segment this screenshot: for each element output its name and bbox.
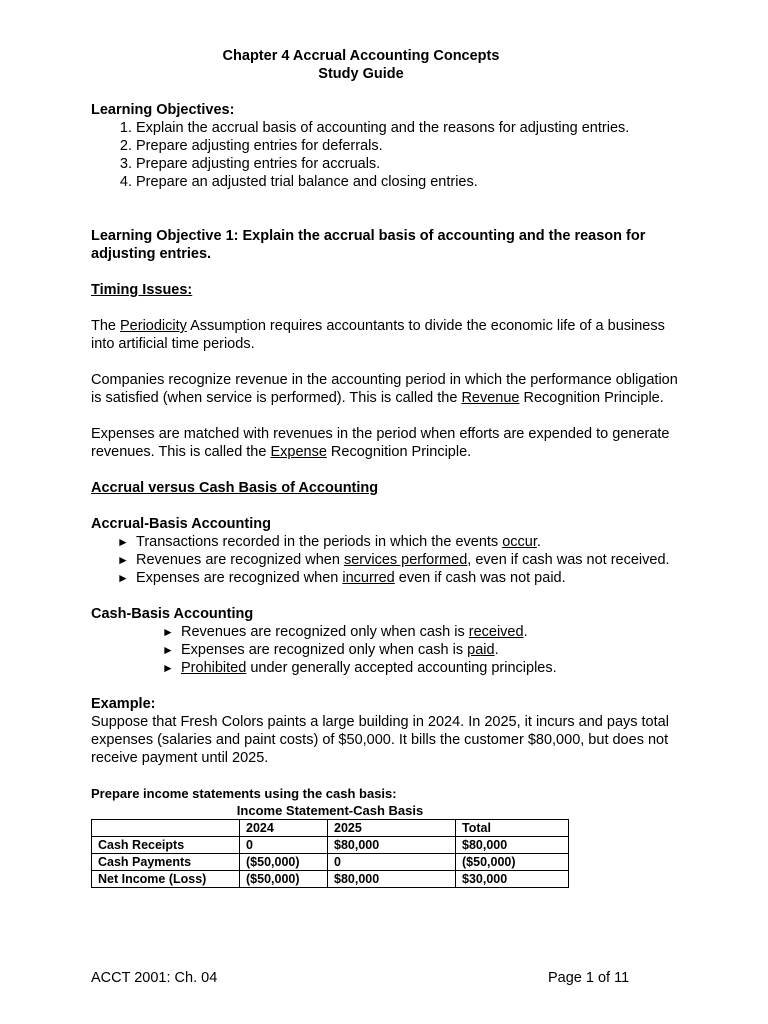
periodicity-paragraph: The Periodicity Assumption requires accountants to divide the economic life of a business into artificial time periods. <box>91 318 665 352</box>
cash-basis-list <box>91 623 681 677</box>
table-row: Cash Payments ($50,000) 0 ($50,000) <box>92 854 569 871</box>
objectives-list <box>91 119 681 191</box>
table-row: Cash Receipts 0 $80,000 $80,000 <box>92 837 569 854</box>
footer-course: ACCT 2001: Ch. 04 <box>91 970 218 986</box>
accrual-basis-heading: Accrual-Basis Accounting <box>91 516 271 532</box>
lo1-heading: Learning Objective 1: Explain the accrual basis of accounting and the reason for adjusting entries. <box>91 228 646 262</box>
income-statement-instruction: Prepare income statements using the cash basis: <box>91 786 397 801</box>
income-statement-caption: Income Statement-Cash Basis <box>236 803 424 818</box>
accrual-vs-cash-heading: Accrual versus Cash Basis of Accounting <box>91 480 379 496</box>
timing-heading: Timing Issues: <box>91 282 193 298</box>
arrow-bullet-icon: ► <box>162 643 174 657</box>
document-title: Chapter 4 Accrual Accounting Concepts <box>222 48 500 64</box>
list-item: ► Revenues are recognized only when cash is received. <box>162 624 528 640</box>
cash-basis-heading: Cash-Basis Accounting <box>91 606 254 622</box>
arrow-bullet-icon: ► <box>117 571 129 585</box>
footer-page-number: Page 1 of 11 <box>548 970 630 986</box>
arrow-bullet-icon: ► <box>117 553 129 567</box>
revenue-term: Revenue <box>461 390 520 406</box>
table-row: Net Income (Loss) ($50,000) $80,000 $30,000 <box>92 871 569 888</box>
objective-item: 1. Explain the accrual basis of accounting and the reasons for adjusting entries. <box>136 119 681 137</box>
objective-item: 2. Prepare adjusting entries for deferrals. <box>136 137 681 155</box>
example-heading: Example: <box>91 696 156 712</box>
periodicity-term: Periodicity <box>120 318 187 334</box>
table-header-row: 2024 2025 Total <box>92 820 569 837</box>
list-item: ► Prohibited under generally accepted accounting principles. <box>162 660 557 676</box>
arrow-bullet-icon: ► <box>162 625 174 639</box>
expense-term: Expense <box>270 444 327 460</box>
accrual-basis-list <box>91 533 681 587</box>
income-statement-table <box>91 819 569 888</box>
list-item: ► Transactions recorded in the periods in which the events occur. <box>117 534 541 550</box>
arrow-bullet-icon: ► <box>162 661 174 675</box>
arrow-bullet-icon: ► <box>117 535 129 549</box>
revenue-paragraph: Companies recognize revenue in the accounting period in which the performance obligation is satisfied (when service is performed). This is called the Revenue Recognition Principle. <box>91 372 678 406</box>
objectives-heading: Learning Objectives: <box>91 102 235 118</box>
list-item: ► Revenues are recognized when services performed, even if cash was not received. <box>117 552 670 568</box>
expense-paragraph: Expenses are matched with revenues in the period when efforts are expended to generate revenues. This is called the Expense Recognition Principle. <box>91 426 670 460</box>
document-subtitle: Study Guide <box>318 66 404 82</box>
list-item: ► Expenses are recognized only when cash is paid. <box>162 642 499 658</box>
example-text: Suppose that Fresh Colors paints a large building in 2024. In 2025, it incurs and pays total expenses (salaries and paint costs) of $50,000. It bills the customer $80,000, but does not receive payment until 2025. <box>91 714 669 766</box>
list-item: ► Expenses are recognized when incurred even if cash was not paid. <box>117 570 566 586</box>
document-page <box>91 47 681 888</box>
objective-item: 4. Prepare an adjusted trial balance and closing entries. <box>136 173 681 191</box>
objective-item: 3. Prepare adjusting entries for accruals. <box>136 155 681 173</box>
